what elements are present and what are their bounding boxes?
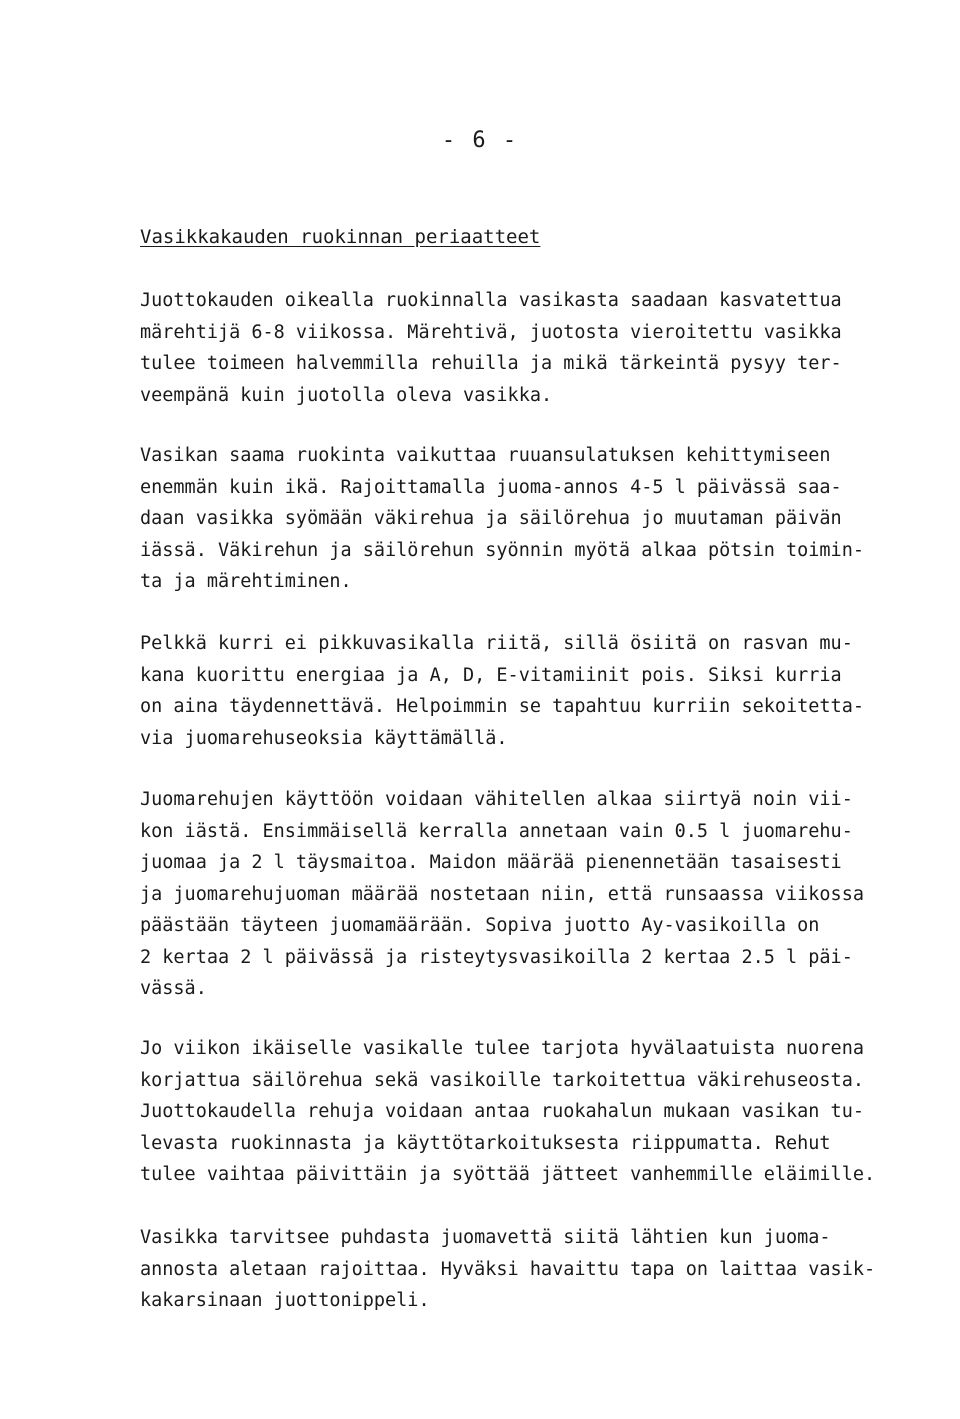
text-line: on aina täydennettävä. Helpoimmin se tapahtuu kurriin sekoitetta- (140, 696, 864, 717)
text-line: annosta aletaan rajoittaa. Hyväksi havaittu tapa on laittaa vasik- (140, 1258, 876, 1280)
paragraph-4 (140, 784, 940, 1005)
text-line: korjattua säilörehua sekä vasikoille tarkoitettua väkirehuseosta. (140, 1069, 864, 1091)
page-number: - 6 - (441, 128, 519, 153)
text-line: juomaa ja 2 l täysmaitoa. Maidon määrää pienennetään tasaisesti (140, 852, 842, 873)
text-line: Vasikka tarvitsee puhdasta juomavettä siitä lähtien kun juoma- (140, 1227, 831, 1248)
paragraph-6 (140, 1222, 940, 1317)
paragraph-3 (140, 628, 940, 754)
text-line: ta ja märehtiminen. (140, 571, 352, 592)
text-line: päästään täyteen juomamäärään. Sopiva juotto Ay-vasikoilla on (140, 915, 820, 936)
text-line: Juomarehujen käyttöön voidaan vähitellen alkaa siirtyä noin vii- (140, 789, 853, 810)
paragraph-5 (140, 1033, 940, 1191)
text-line: veempänä kuin juotolla oleva vasikka. (140, 384, 553, 406)
text-line: Vasikan saama ruokinta vaikuttaa ruuansulatuksen kehittymiseen (140, 445, 831, 466)
section-heading: Vasikkakauden ruokinnan periaatteet (140, 226, 541, 248)
text-line: vässä. (140, 978, 207, 999)
text-line: kakarsinaan juottonippeli. (140, 1290, 430, 1311)
text-line: daan vasikka syömään väkirehua ja säilörehua jo muutaman päivän (140, 508, 842, 529)
text-line: 2 kertaa 2 l päivässä ja risteytysvasikoilla 2 kertaa 2.5 l päi- (140, 946, 853, 968)
text-line: kana kuorittu energiaa ja A, D, E-vitamiinit pois. Siksi kurria (140, 664, 842, 686)
text-line: Jo viikon ikäiselle vasikalle tulee tarjota hyvälaatuista nuorena (140, 1038, 864, 1059)
text-line: tulee toimeen halvemmilla rehuilla ja mikä tärkeintä pysyy ter- (140, 353, 842, 374)
text-line: via juomarehuseoksia käyttämällä. (140, 727, 508, 749)
text-line: levasta ruokinnasta ja käyttötarkoituksesta riippumatta. Rehut (140, 1132, 831, 1154)
text-line: tulee vaihtaa päivittäin ja syöttää jätteet vanhemmille eläimille. (140, 1164, 876, 1185)
text-line: iässä. Väkirehun ja säilörehun syönnin myötä alkaa pötsin toimin- (140, 539, 864, 561)
paragraph-2 (140, 440, 940, 598)
text-line: ja juomarehujuoman määrää nostetaan niin, että runsaassa viikossa (140, 883, 864, 905)
paragraph-1 (140, 285, 940, 411)
text-line: Pelkkä kurri ei pikkuvasikalla riitä, sillä ösiitä on rasvan mu- (140, 633, 853, 654)
text-line: märehtijä 6-8 viikossa. Märehtivä, juotosta vieroitettu vasikka (140, 321, 842, 343)
text-line: kon iästä. Ensimmäisellä kerralla annetaan vain 0.5 l juomarehu- (140, 820, 853, 842)
text-line: enemmän kuin ikä. Rajoittamalla juoma-annos 4-5 l päivässä saa- (140, 476, 842, 498)
text-line: Juottokauden oikealla ruokinnalla vasikasta saadaan kasvatettua (140, 290, 842, 311)
text-line: Juottokaudella rehuja voidaan antaa ruokahalun mukaan vasikan tu- (140, 1101, 864, 1122)
